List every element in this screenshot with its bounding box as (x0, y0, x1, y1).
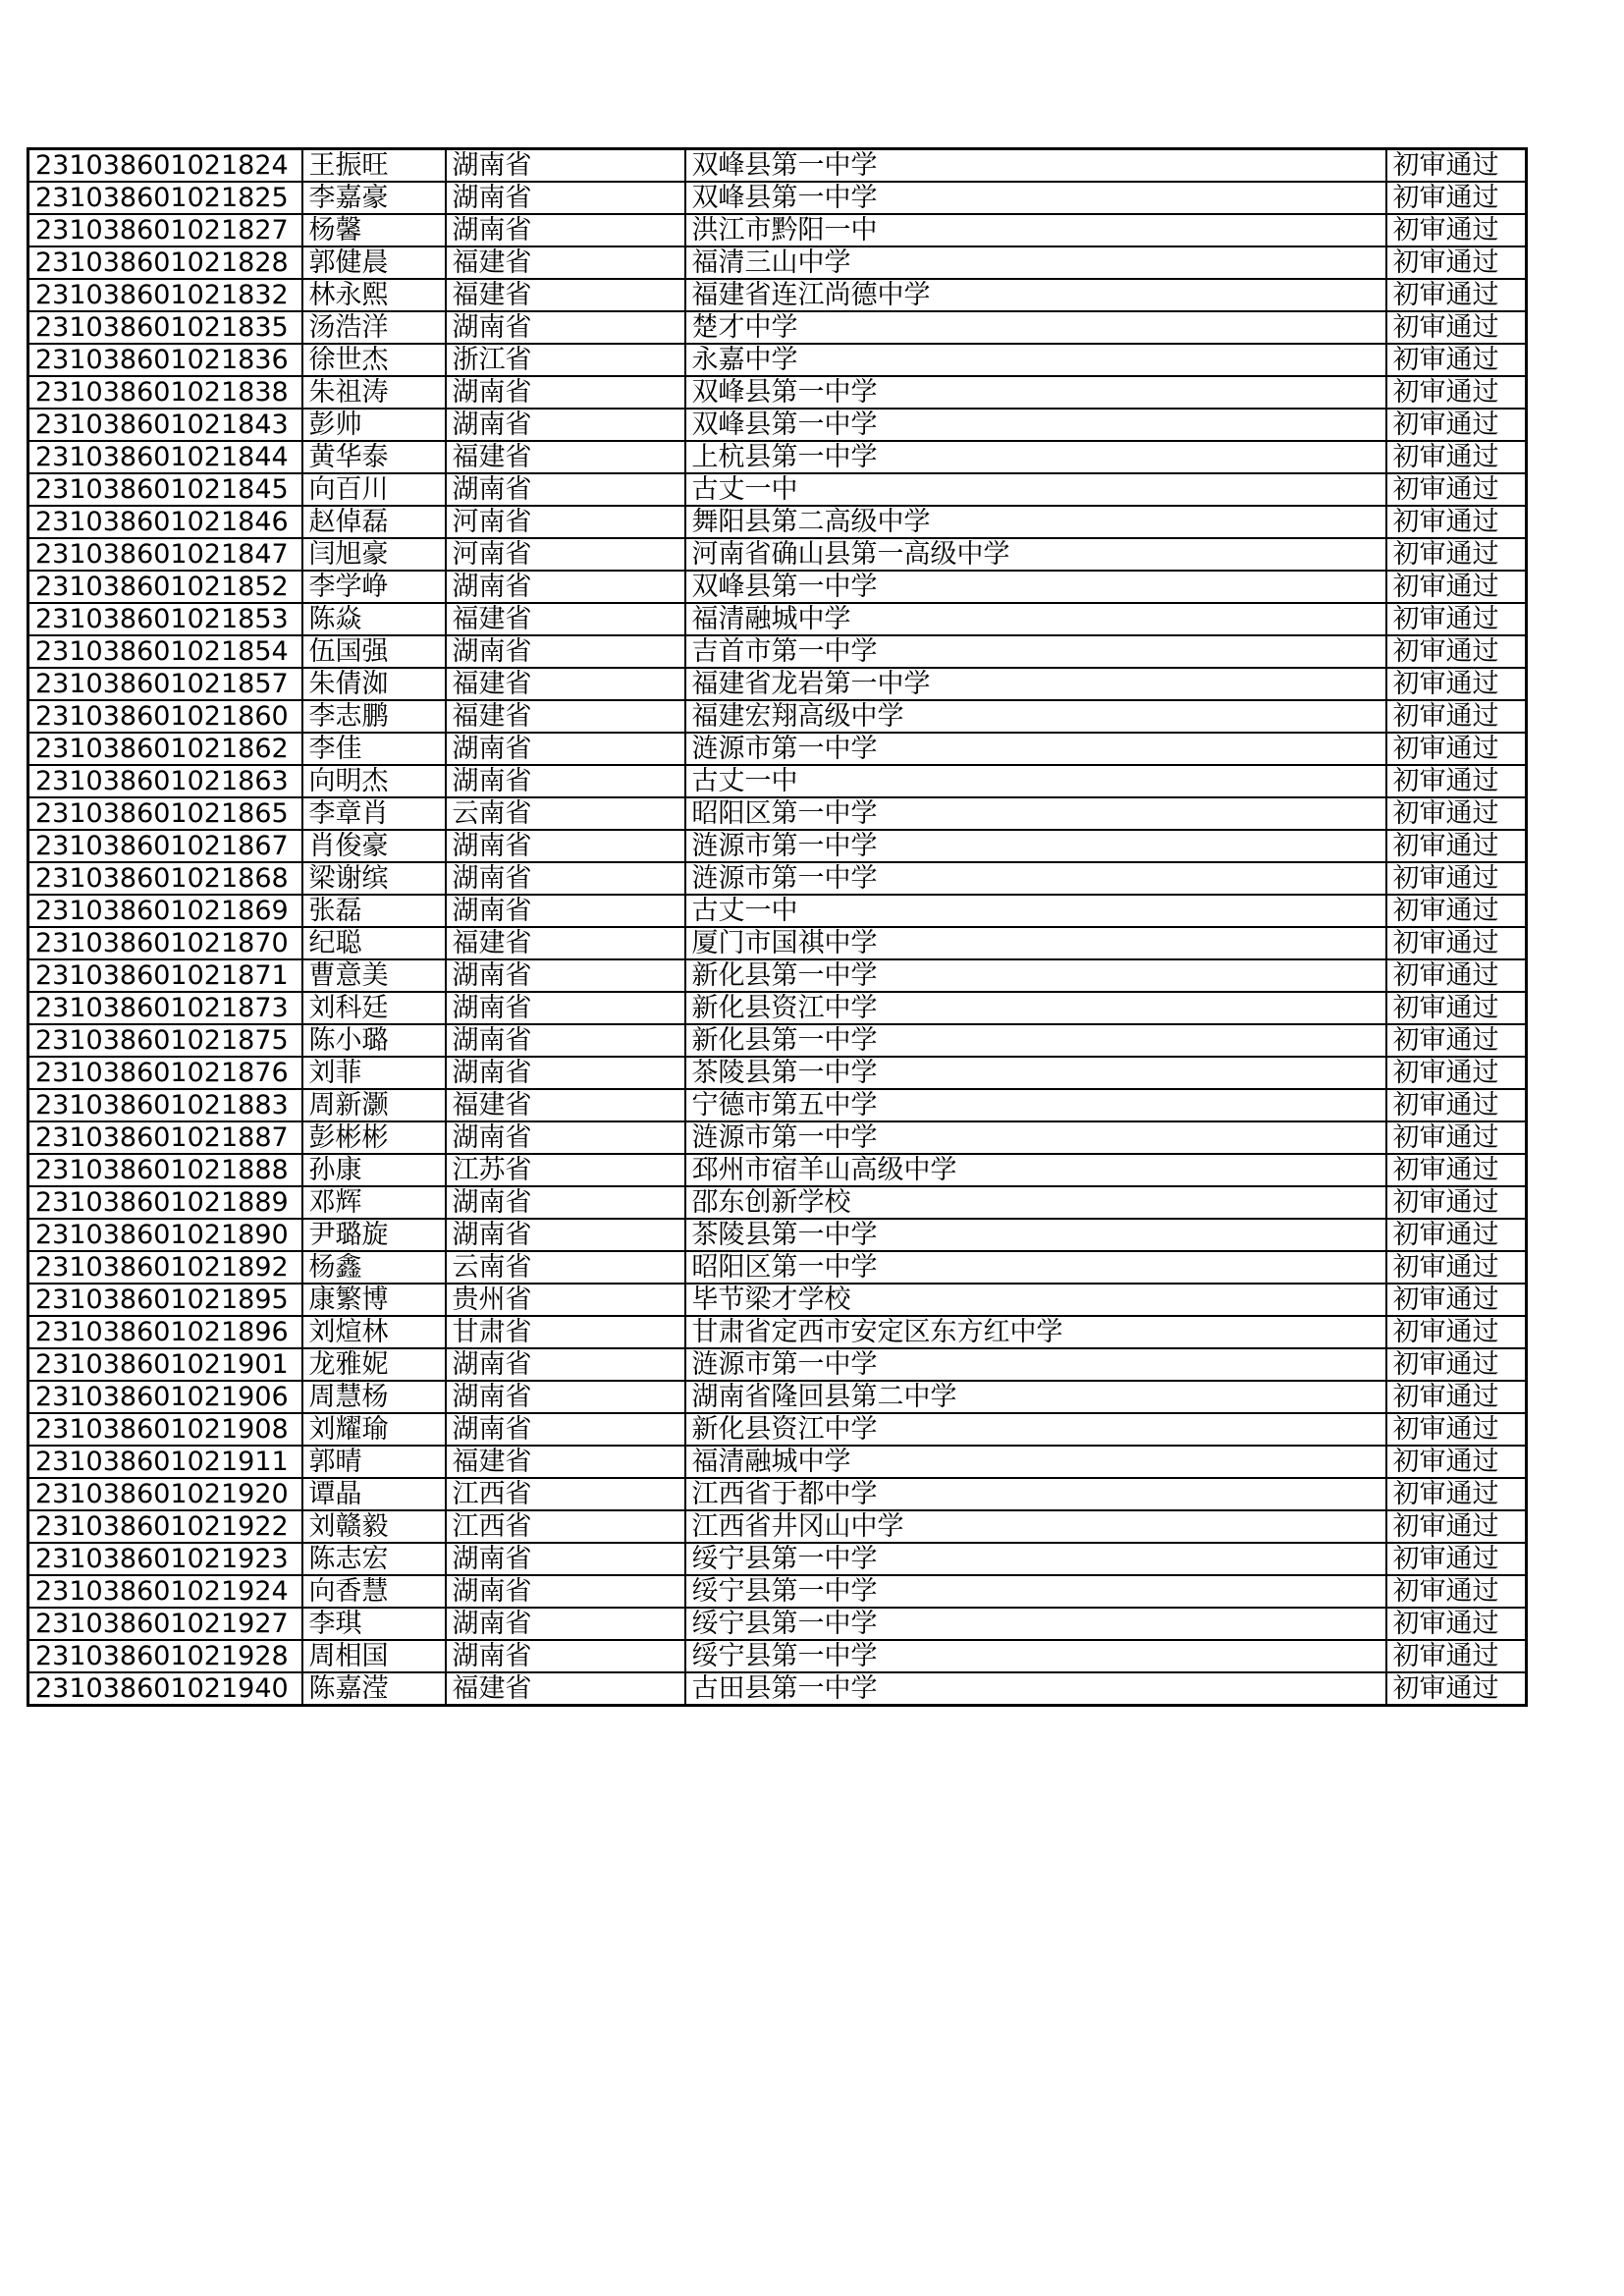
name-cell: 刘赣毅 (302, 1510, 446, 1543)
name-cell: 赵倬磊 (302, 506, 446, 538)
province-cell: 河南省 (446, 506, 685, 538)
school-cell: 双峰县第一中学 (685, 571, 1386, 603)
review-status-cell: 初审通过 (1386, 1446, 1527, 1478)
province-cell: 江西省 (446, 1478, 685, 1510)
registration-number-cell: 231038601021853 (28, 603, 302, 635)
review-status-cell: 初审通过 (1386, 473, 1527, 506)
registration-number-cell: 231038601021852 (28, 571, 302, 603)
table-row (28, 182, 1527, 214)
review-status-cell: 初审通过 (1386, 149, 1527, 183)
school-cell: 江西省井冈山中学 (685, 1510, 1386, 1543)
province-cell: 云南省 (446, 1251, 685, 1284)
school-cell: 福清融城中学 (685, 1446, 1386, 1478)
province-cell: 湖南省 (446, 1186, 685, 1219)
registration-number-cell: 231038601021845 (28, 473, 302, 506)
name-cell: 李琪 (302, 1608, 446, 1640)
province-cell: 湖南省 (446, 733, 685, 765)
school-cell: 涟源市第一中学 (685, 830, 1386, 862)
province-cell: 河南省 (446, 538, 685, 571)
name-cell: 杨馨 (302, 214, 446, 246)
school-cell: 邵东创新学校 (685, 1186, 1386, 1219)
table-row (28, 246, 1527, 279)
table-row (28, 1121, 1527, 1154)
name-cell: 陈志宏 (302, 1543, 446, 1575)
review-status-cell: 初审通过 (1386, 668, 1527, 700)
school-cell: 涟源市第一中学 (685, 733, 1386, 765)
school-cell: 湖南省隆回县第二中学 (685, 1381, 1386, 1413)
table-row (28, 409, 1527, 441)
school-cell: 双峰县第一中学 (685, 376, 1386, 409)
name-cell: 刘菲 (302, 1057, 446, 1089)
name-cell: 杨鑫 (302, 1251, 446, 1284)
table-row (28, 1640, 1527, 1672)
school-cell: 绥宁县第一中学 (685, 1575, 1386, 1608)
province-cell: 福建省 (446, 700, 685, 733)
school-cell: 福建省连江尚德中学 (685, 279, 1386, 311)
province-cell: 湖南省 (446, 959, 685, 992)
review-status-cell: 初审通过 (1386, 1478, 1527, 1510)
registration-number-cell: 231038601021888 (28, 1154, 302, 1186)
name-cell: 汤浩洋 (302, 311, 446, 344)
table-row (28, 700, 1527, 733)
name-cell: 向百川 (302, 473, 446, 506)
registration-number-cell: 231038601021835 (28, 311, 302, 344)
review-status-cell: 初审通过 (1386, 635, 1527, 668)
review-status-cell: 初审通过 (1386, 1413, 1527, 1446)
school-cell: 邳州市宿羊山高级中学 (685, 1154, 1386, 1186)
table-row (28, 1251, 1527, 1284)
table-row (28, 765, 1527, 797)
table-row (28, 959, 1527, 992)
review-status-cell: 初审通过 (1386, 1089, 1527, 1121)
name-cell: 王振旺 (302, 149, 446, 183)
school-cell: 甘肃省定西市安定区东方红中学 (685, 1316, 1386, 1348)
registration-number-cell: 231038601021928 (28, 1640, 302, 1672)
table-row (28, 1089, 1527, 1121)
school-cell: 涟源市第一中学 (685, 862, 1386, 895)
review-status-cell: 初审通过 (1386, 862, 1527, 895)
table-row (28, 1186, 1527, 1219)
table-row (28, 214, 1527, 246)
review-status-cell: 初审通过 (1386, 1543, 1527, 1575)
registration-number-cell: 231038601021869 (28, 895, 302, 927)
table-row (28, 668, 1527, 700)
school-cell: 新化县第一中学 (685, 959, 1386, 992)
review-status-cell: 初审通过 (1386, 571, 1527, 603)
province-cell: 江苏省 (446, 1154, 685, 1186)
school-cell: 江西省于都中学 (685, 1478, 1386, 1510)
school-cell: 茶陵县第一中学 (685, 1057, 1386, 1089)
school-cell: 古丈一中 (685, 895, 1386, 927)
table-row (28, 1057, 1527, 1089)
province-cell: 福建省 (446, 441, 685, 473)
review-status-cell: 初审通过 (1386, 733, 1527, 765)
province-cell: 湖南省 (446, 149, 685, 183)
registration-number-cell: 231038601021922 (28, 1510, 302, 1543)
name-cell: 林永熙 (302, 279, 446, 311)
school-cell: 新化县资江中学 (685, 992, 1386, 1024)
review-status-cell: 初审通过 (1386, 344, 1527, 376)
province-cell: 浙江省 (446, 344, 685, 376)
review-status-cell: 初审通过 (1386, 992, 1527, 1024)
school-cell: 古田县第一中学 (685, 1672, 1386, 1706)
registration-number-cell: 231038601021824 (28, 149, 302, 183)
name-cell: 尹璐旋 (302, 1219, 446, 1251)
name-cell: 陈嘉滢 (302, 1672, 446, 1706)
review-status-cell: 初审通过 (1386, 1154, 1527, 1186)
review-status-cell: 初审通过 (1386, 1057, 1527, 1089)
review-status-cell: 初审通过 (1386, 1672, 1527, 1706)
school-cell: 楚才中学 (685, 311, 1386, 344)
registration-number-cell: 231038601021895 (28, 1284, 302, 1316)
review-status-cell: 初审通过 (1386, 700, 1527, 733)
table-row (28, 1413, 1527, 1446)
name-cell: 刘科廷 (302, 992, 446, 1024)
review-status-cell: 初审通过 (1386, 1251, 1527, 1284)
name-cell: 曹意美 (302, 959, 446, 992)
province-cell: 湖南省 (446, 409, 685, 441)
table-row (28, 149, 1527, 183)
review-status-cell: 初审通过 (1386, 927, 1527, 959)
review-status-cell: 初审通过 (1386, 311, 1527, 344)
table-row (28, 992, 1527, 1024)
review-status-cell: 初审通过 (1386, 1024, 1527, 1057)
table-row (28, 1510, 1527, 1543)
table-row (28, 830, 1527, 862)
province-cell: 福建省 (446, 1672, 685, 1706)
candidate-list-table (27, 147, 1528, 1707)
registration-number-cell: 231038601021868 (28, 862, 302, 895)
table-row (28, 473, 1527, 506)
name-cell: 李学峥 (302, 571, 446, 603)
table-row (28, 797, 1527, 830)
name-cell: 彭帅 (302, 409, 446, 441)
registration-number-cell: 231038601021887 (28, 1121, 302, 1154)
review-status-cell: 初审通过 (1386, 830, 1527, 862)
registration-number-cell: 231038601021876 (28, 1057, 302, 1089)
name-cell: 向明杰 (302, 765, 446, 797)
school-cell: 吉首市第一中学 (685, 635, 1386, 668)
review-status-cell: 初审通过 (1386, 1575, 1527, 1608)
province-cell: 湖南省 (446, 1543, 685, 1575)
registration-number-cell: 231038601021844 (28, 441, 302, 473)
school-cell: 上杭县第一中学 (685, 441, 1386, 473)
school-cell: 新化县资江中学 (685, 1413, 1386, 1446)
review-status-cell: 初审通过 (1386, 1316, 1527, 1348)
name-cell: 李志鹏 (302, 700, 446, 733)
school-cell: 昭阳区第一中学 (685, 1251, 1386, 1284)
table-row (28, 927, 1527, 959)
name-cell: 黄华泰 (302, 441, 446, 473)
name-cell: 梁谢缤 (302, 862, 446, 895)
registration-number-cell: 231038601021836 (28, 344, 302, 376)
name-cell: 刘耀瑜 (302, 1413, 446, 1446)
province-cell: 湖南省 (446, 1575, 685, 1608)
province-cell: 湖南省 (446, 311, 685, 344)
province-cell: 湖南省 (446, 376, 685, 409)
province-cell: 湖南省 (446, 571, 685, 603)
name-cell: 李章肖 (302, 797, 446, 830)
review-status-cell: 初审通过 (1386, 279, 1527, 311)
table-row (28, 538, 1527, 571)
name-cell: 伍国强 (302, 635, 446, 668)
name-cell: 郭健晨 (302, 246, 446, 279)
school-cell: 双峰县第一中学 (685, 149, 1386, 183)
province-cell: 湖南省 (446, 1608, 685, 1640)
review-status-cell: 初审通过 (1386, 1608, 1527, 1640)
registration-number-cell: 231038601021860 (28, 700, 302, 733)
school-cell: 双峰县第一中学 (685, 182, 1386, 214)
table-row (28, 1381, 1527, 1413)
name-cell: 谭晶 (302, 1478, 446, 1510)
school-cell: 涟源市第一中学 (685, 1121, 1386, 1154)
registration-number-cell: 231038601021846 (28, 506, 302, 538)
school-cell: 古丈一中 (685, 473, 1386, 506)
table-row (28, 1672, 1527, 1706)
province-cell: 湖南省 (446, 862, 685, 895)
province-cell: 湖南省 (446, 765, 685, 797)
province-cell: 甘肃省 (446, 1316, 685, 1348)
name-cell: 张磊 (302, 895, 446, 927)
name-cell: 孙康 (302, 1154, 446, 1186)
province-cell: 贵州省 (446, 1284, 685, 1316)
table-row (28, 635, 1527, 668)
school-cell: 绥宁县第一中学 (685, 1608, 1386, 1640)
province-cell: 湖南省 (446, 214, 685, 246)
registration-number-cell: 231038601021854 (28, 635, 302, 668)
province-cell: 湖南省 (446, 830, 685, 862)
province-cell: 湖南省 (446, 1219, 685, 1251)
review-status-cell: 初审通过 (1386, 246, 1527, 279)
registration-number-cell: 231038601021889 (28, 1186, 302, 1219)
province-cell: 湖南省 (446, 1413, 685, 1446)
name-cell: 李佳 (302, 733, 446, 765)
table-row (28, 1348, 1527, 1381)
registration-number-cell: 231038601021871 (28, 959, 302, 992)
review-status-cell: 初审通过 (1386, 409, 1527, 441)
province-cell: 湖南省 (446, 1121, 685, 1154)
review-status-cell: 初审通过 (1386, 538, 1527, 571)
province-cell: 湖南省 (446, 992, 685, 1024)
name-cell: 朱祖涛 (302, 376, 446, 409)
review-status-cell: 初审通过 (1386, 506, 1527, 538)
name-cell: 刘煊林 (302, 1316, 446, 1348)
registration-number-cell: 231038601021892 (28, 1251, 302, 1284)
table-row (28, 1024, 1527, 1057)
table-row (28, 344, 1527, 376)
review-status-cell: 初审通过 (1386, 603, 1527, 635)
name-cell: 陈小璐 (302, 1024, 446, 1057)
registration-number-cell: 231038601021927 (28, 1608, 302, 1640)
review-status-cell: 初审通过 (1386, 1219, 1527, 1251)
review-status-cell: 初审通过 (1386, 1284, 1527, 1316)
name-cell: 周新灏 (302, 1089, 446, 1121)
name-cell: 邓辉 (302, 1186, 446, 1219)
registration-number-cell: 231038601021873 (28, 992, 302, 1024)
candidate-list-body (28, 149, 1527, 1706)
table-row (28, 1543, 1527, 1575)
table-row (28, 1219, 1527, 1251)
name-cell: 龙雅妮 (302, 1348, 446, 1381)
school-cell: 厦门市国祺中学 (685, 927, 1386, 959)
table-row (28, 603, 1527, 635)
table-row (28, 1575, 1527, 1608)
table-row (28, 1478, 1527, 1510)
table-row (28, 506, 1527, 538)
registration-number-cell: 231038601021847 (28, 538, 302, 571)
school-cell: 宁德市第五中学 (685, 1089, 1386, 1121)
table-row (28, 895, 1527, 927)
name-cell: 周慧杨 (302, 1381, 446, 1413)
school-cell: 双峰县第一中学 (685, 409, 1386, 441)
school-cell: 昭阳区第一中学 (685, 797, 1386, 830)
school-cell: 洪江市黔阳一中 (685, 214, 1386, 246)
registration-number-cell: 231038601021908 (28, 1413, 302, 1446)
review-status-cell: 初审通过 (1386, 182, 1527, 214)
school-cell: 河南省确山县第一高级中学 (685, 538, 1386, 571)
name-cell: 肖俊豪 (302, 830, 446, 862)
table-row (28, 1608, 1527, 1640)
school-cell: 舞阳县第二高级中学 (685, 506, 1386, 538)
name-cell: 向香慧 (302, 1575, 446, 1608)
name-cell: 郭晴 (302, 1446, 446, 1478)
school-cell: 绥宁县第一中学 (685, 1543, 1386, 1575)
table-row (28, 279, 1527, 311)
school-cell: 涟源市第一中学 (685, 1348, 1386, 1381)
registration-number-cell: 231038601021862 (28, 733, 302, 765)
province-cell: 湖南省 (446, 473, 685, 506)
table-row (28, 1284, 1527, 1316)
review-status-cell: 初审通过 (1386, 1381, 1527, 1413)
school-cell: 茶陵县第一中学 (685, 1219, 1386, 1251)
name-cell: 周相国 (302, 1640, 446, 1672)
province-cell: 福建省 (446, 279, 685, 311)
table-row (28, 571, 1527, 603)
registration-number-cell: 231038601021906 (28, 1381, 302, 1413)
registration-number-cell: 231038601021825 (28, 182, 302, 214)
review-status-cell: 初审通过 (1386, 1510, 1527, 1543)
registration-number-cell: 231038601021924 (28, 1575, 302, 1608)
school-cell: 毕节梁才学校 (685, 1284, 1386, 1316)
province-cell: 湖南省 (446, 1024, 685, 1057)
province-cell: 江西省 (446, 1510, 685, 1543)
school-cell: 福建省龙岩第一中学 (685, 668, 1386, 700)
review-status-cell: 初审通过 (1386, 1640, 1527, 1672)
review-status-cell: 初审通过 (1386, 1348, 1527, 1381)
name-cell: 彭彬彬 (302, 1121, 446, 1154)
registration-number-cell: 231038601021838 (28, 376, 302, 409)
registration-number-cell: 231038601021827 (28, 214, 302, 246)
province-cell: 湖南省 (446, 895, 685, 927)
registration-number-cell: 231038601021901 (28, 1348, 302, 1381)
province-cell: 福建省 (446, 1089, 685, 1121)
province-cell: 福建省 (446, 668, 685, 700)
registration-number-cell: 231038601021923 (28, 1543, 302, 1575)
registration-number-cell: 231038601021843 (28, 409, 302, 441)
name-cell: 朱倩洳 (302, 668, 446, 700)
province-cell: 湖南省 (446, 1381, 685, 1413)
registration-number-cell: 231038601021896 (28, 1316, 302, 1348)
table-row (28, 733, 1527, 765)
table-row (28, 1316, 1527, 1348)
table-row (28, 441, 1527, 473)
registration-number-cell: 231038601021875 (28, 1024, 302, 1057)
review-status-cell: 初审通过 (1386, 1121, 1527, 1154)
province-cell: 福建省 (446, 1446, 685, 1478)
school-cell: 绥宁县第一中学 (685, 1640, 1386, 1672)
table-row (28, 1446, 1527, 1478)
review-status-cell: 初审通过 (1386, 765, 1527, 797)
province-cell: 湖南省 (446, 1640, 685, 1672)
registration-number-cell: 231038601021865 (28, 797, 302, 830)
name-cell: 纪聪 (302, 927, 446, 959)
province-cell: 湖南省 (446, 1057, 685, 1089)
province-cell: 福建省 (446, 603, 685, 635)
registration-number-cell: 231038601021890 (28, 1219, 302, 1251)
table-row (28, 1154, 1527, 1186)
registration-number-cell: 231038601021940 (28, 1672, 302, 1706)
registration-number-cell: 231038601021828 (28, 246, 302, 279)
school-cell: 福清三山中学 (685, 246, 1386, 279)
school-cell: 福清融城中学 (685, 603, 1386, 635)
registration-number-cell: 231038601021920 (28, 1478, 302, 1510)
province-cell: 福建省 (446, 246, 685, 279)
school-cell: 永嘉中学 (685, 344, 1386, 376)
review-status-cell: 初审通过 (1386, 959, 1527, 992)
review-status-cell: 初审通过 (1386, 441, 1527, 473)
registration-number-cell: 231038601021832 (28, 279, 302, 311)
table-row (28, 311, 1527, 344)
province-cell: 湖南省 (446, 182, 685, 214)
table-row (28, 376, 1527, 409)
province-cell: 福建省 (446, 927, 685, 959)
name-cell: 李嘉豪 (302, 182, 446, 214)
registration-number-cell: 231038601021867 (28, 830, 302, 862)
review-status-cell: 初审通过 (1386, 895, 1527, 927)
name-cell: 康繁博 (302, 1284, 446, 1316)
name-cell: 闫旭豪 (302, 538, 446, 571)
name-cell: 徐世杰 (302, 344, 446, 376)
review-status-cell: 初审通过 (1386, 1186, 1527, 1219)
registration-number-cell: 231038601021870 (28, 927, 302, 959)
province-cell: 云南省 (446, 797, 685, 830)
school-cell: 古丈一中 (685, 765, 1386, 797)
registration-number-cell: 231038601021911 (28, 1446, 302, 1478)
registration-number-cell: 231038601021857 (28, 668, 302, 700)
name-cell: 陈焱 (302, 603, 446, 635)
review-status-cell: 初审通过 (1386, 797, 1527, 830)
school-cell: 福建宏翔高级中学 (685, 700, 1386, 733)
review-status-cell: 初审通过 (1386, 214, 1527, 246)
school-cell: 新化县第一中学 (685, 1024, 1386, 1057)
registration-number-cell: 231038601021883 (28, 1089, 302, 1121)
review-status-cell: 初审通过 (1386, 376, 1527, 409)
registration-number-cell: 231038601021863 (28, 765, 302, 797)
province-cell: 湖南省 (446, 635, 685, 668)
province-cell: 湖南省 (446, 1348, 685, 1381)
table-row (28, 862, 1527, 895)
